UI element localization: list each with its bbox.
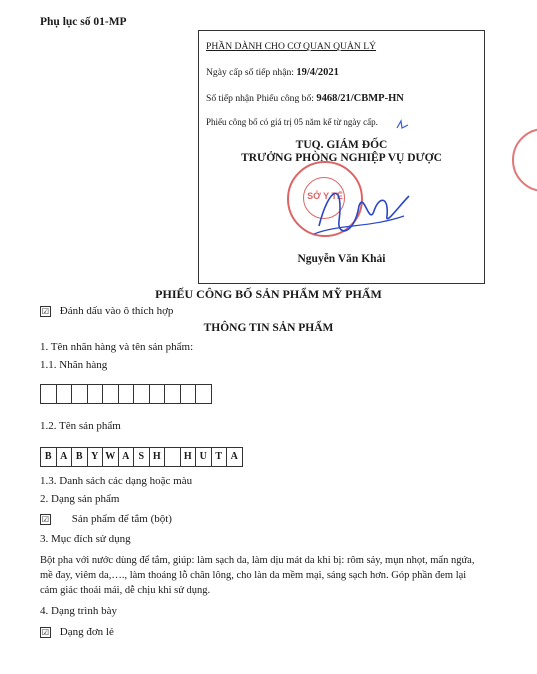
admin-header: PHẦN DÀNH CHO CƠ QUAN QUẢN LÝ (206, 41, 377, 52)
question-1-1: 1.1. Nhãn hàng (40, 359, 108, 371)
question-1-2: 1.2. Tên sản phẩm (40, 420, 121, 432)
edge-stamp (512, 128, 537, 192)
char-cell: T (211, 447, 228, 467)
initials-mark (395, 119, 411, 131)
checkbox-icon: ☑ (41, 306, 50, 316)
char-cell: H (149, 447, 166, 467)
grid-cell (118, 384, 135, 404)
answer-3-paragraph: Bột pha với nước dùng để tắm, giúp: làm sạch da, làm dịu mát da khi bị: rôm sảy, mụn nhọt, mẩn ngứa, mề đay, viêm da,…., làm thoáng lỗ chân lông, cho làn da mềm mại, sáng sạch hơn. Góp phần đem lại cảm giác thoải mái, dễ chịu khi sử dụng. (40, 555, 475, 596)
char-cell: A (56, 447, 73, 467)
grid-cell (71, 384, 88, 404)
question-4: 4. Dạng trình bày (40, 605, 117, 617)
form-title: PHIẾU CÔNG BỐ SẢN PHẨM MỸ PHẨM (155, 287, 382, 301)
admin-box (198, 30, 485, 284)
grid-cell (180, 384, 197, 404)
check-note-text: Đánh dấu vào ô thích hợp (59, 305, 174, 317)
char-cell (164, 447, 181, 467)
receipt-number (206, 93, 404, 104)
grid-cell (87, 384, 104, 404)
grid-cell (40, 384, 57, 404)
grid-cell (149, 384, 166, 404)
grid-cell (195, 384, 212, 404)
section-title: THÔNG TIN SẢN PHẨM (203, 322, 334, 334)
checkbox-icon: ☑ (41, 514, 50, 524)
sign-title-2: TRƯỞNG PHÒNG NGHIỆP VỤ DƯỢC (241, 152, 442, 164)
question-2: 2. Dạng sản phẩm (40, 493, 120, 505)
grid-cell (133, 384, 150, 404)
char-cell: S (133, 447, 150, 467)
char-cell: U (195, 447, 212, 467)
char-cell: H (180, 447, 197, 467)
receipt-date-value: 19/4/2021 (296, 67, 339, 78)
validity-note: Phiếu công bố có giá trị 05 năm kể từ ngày cấp. (206, 117, 378, 127)
grid-cell (56, 384, 73, 404)
answer-2-text: Sản phẩm để tắm (bột) (71, 513, 172, 525)
checkbox-icon: ☑ (41, 627, 50, 637)
question-3: 3. Mục đích sử dụng (40, 533, 131, 545)
char-cell: W (102, 447, 119, 467)
receipt-date (206, 67, 339, 78)
char-cell: Y (87, 447, 104, 467)
answer-4-text: Dạng đơn lẻ (59, 626, 114, 638)
question-1: 1. Tên nhãn hàng và tên sản phẩm: (40, 341, 194, 353)
char-cell: B (71, 447, 88, 467)
product-name-grid (40, 447, 242, 467)
answer-4 (40, 626, 114, 638)
signer-name: Nguyễn Văn Khải (297, 253, 386, 265)
receipt-date-label: Ngày cấp số tiếp nhận: (206, 67, 294, 78)
receipt-number-value: 9468/21/CBMP-HN (316, 93, 404, 104)
grid-cell (102, 384, 119, 404)
receipt-number-label: Số tiếp nhận Phiếu công bố: (206, 93, 314, 104)
appendix-label: Phụ lục số 01-MP (40, 16, 127, 28)
sign-title-1: TUQ. GIÁM ĐỐC (295, 139, 388, 151)
question-1-3: 1.3. Danh sách các dạng hoặc màu (40, 475, 193, 487)
signature-image (309, 176, 419, 246)
answer-2 (40, 513, 172, 525)
brand-name-grid (40, 384, 211, 404)
grid-cell (164, 384, 181, 404)
char-cell: A (118, 447, 135, 467)
stamp-text: SỞ Y TẾ (307, 191, 343, 201)
check-note (40, 305, 173, 317)
char-cell: A (226, 447, 243, 467)
char-cell: B (40, 447, 57, 467)
